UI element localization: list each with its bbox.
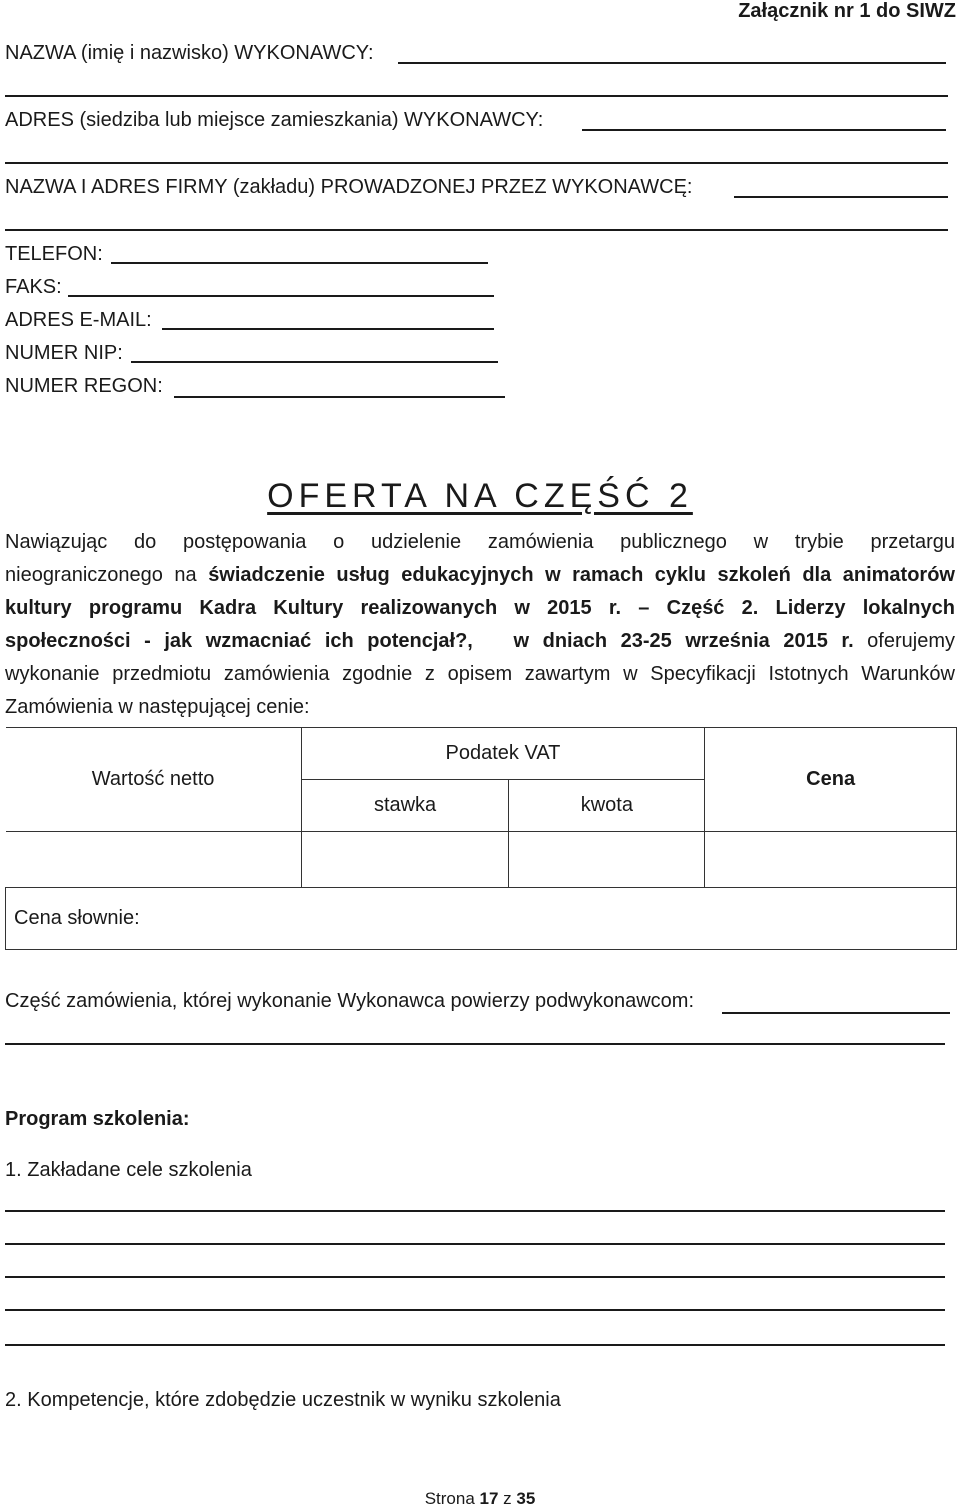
address-input-line-2[interactable]	[5, 162, 948, 164]
company-label: NAZWA I ADRES FIRMY (zakładu) PROWADZONEJ PRZEZ WYKONAWCĘ:	[5, 176, 693, 198]
program-item-1-line-1[interactable]	[5, 1210, 945, 1212]
nip-input-line[interactable]	[131, 361, 498, 363]
address-label: ADRES (siedziba lub miejsce zamieszkania) WYKONAWCY:	[5, 109, 544, 131]
regon-label: NUMER REGON:	[5, 375, 163, 397]
program-item-1-line-4[interactable]	[5, 1309, 945, 1311]
page-footer	[0, 1489, 960, 1509]
price-cell[interactable]	[705, 832, 957, 888]
price-header: Cena	[705, 728, 957, 832]
net-value-header: Wartość netto	[6, 728, 302, 832]
phone-input-line[interactable]	[111, 262, 488, 264]
intro-line-4-plain: oferujemy	[853, 630, 955, 652]
program-item-1: 1. Zakładane cele szkolenia	[5, 1159, 252, 1181]
company-input-line-2[interactable]	[5, 229, 948, 231]
net-value-cell[interactable]	[6, 832, 302, 888]
price-table	[5, 727, 957, 950]
name-input-line-2[interactable]	[5, 95, 948, 97]
program-item-1-line-3[interactable]	[5, 1276, 945, 1278]
intro-line-1: Nawiązując do postępowania o udzielenie zamówienia publicznego w trybie przetargu	[5, 531, 955, 553]
footer-page-total: 35	[516, 1489, 536, 1508]
program-heading: Program szkolenia:	[5, 1108, 190, 1130]
name-input-line[interactable]	[398, 62, 946, 64]
email-input-line[interactable]	[162, 328, 494, 330]
intro-line-2	[5, 564, 955, 587]
intro-line-6: Zamówienia w następującej cenie:	[5, 696, 310, 718]
intro-line-3: kultury programu Kadra Kultury realizowanych w 2015 r. – Część 2. Liderzy lokalnych	[5, 597, 955, 619]
phone-label: TELEFON:	[5, 243, 103, 265]
name-label: NAZWA (imię i nazwisko) WYKONAWCY:	[5, 42, 374, 64]
subcontract-input-line[interactable]	[722, 1012, 950, 1014]
footer-prefix: Strona	[424, 1489, 480, 1508]
intro-line-2-bold: świadczenie usług edukacyjnych w ramach cyklu szkoleń dla animatorów	[208, 564, 955, 586]
footer-mid: z	[498, 1489, 517, 1508]
program-item-1-line-5[interactable]	[5, 1344, 945, 1346]
footer-page-number: 17	[479, 1489, 499, 1508]
fax-input-line[interactable]	[68, 295, 494, 297]
intro-line-2-plain: nieograniczonego na	[5, 564, 209, 586]
program-item-1-line-2[interactable]	[5, 1243, 945, 1245]
vat-rate-header: stawka	[301, 780, 509, 832]
attachment-label: Załącznik nr 1 do SIWZ	[738, 0, 956, 22]
intro-line-4-bold: społeczności - jak wzmacniać ich potencjał?, w dniach 23-25 września 2015 r.	[5, 630, 854, 652]
price-words-cell[interactable]	[6, 888, 957, 950]
subcontract-label: Część zamówienia, której wykonanie Wykonawca powierzy podwykonawcom:	[5, 990, 694, 1012]
offer-title-wrap	[0, 477, 960, 516]
offer-title: OFERTA NA CZĘŚĆ 2	[267, 477, 693, 515]
vat-amount-header: kwota	[509, 780, 705, 832]
regon-input-line[interactable]	[174, 396, 505, 398]
vat-header: Podatek VAT	[301, 728, 705, 780]
vat-amount-cell[interactable]	[509, 832, 705, 888]
intro-line-5: wykonanie przedmiotu zamówienia zgodnie z opisem zawartym w Specyfikacji Istotnych Warunków	[5, 663, 955, 685]
company-input-line[interactable]	[734, 196, 948, 198]
fax-label: FAKS:	[5, 276, 62, 298]
price-words-label: Cena słownie:	[14, 907, 140, 929]
address-input-line[interactable]	[582, 129, 946, 131]
vat-rate-cell[interactable]	[301, 832, 509, 888]
subcontract-input-line-2[interactable]	[5, 1043, 945, 1045]
intro-line-4	[5, 630, 955, 653]
email-label: ADRES E-MAIL:	[5, 309, 152, 331]
nip-label: NUMER NIP:	[5, 342, 123, 364]
program-item-2: 2. Kompetencje, które zdobędzie uczestnik w wyniku szkolenia	[5, 1389, 561, 1411]
